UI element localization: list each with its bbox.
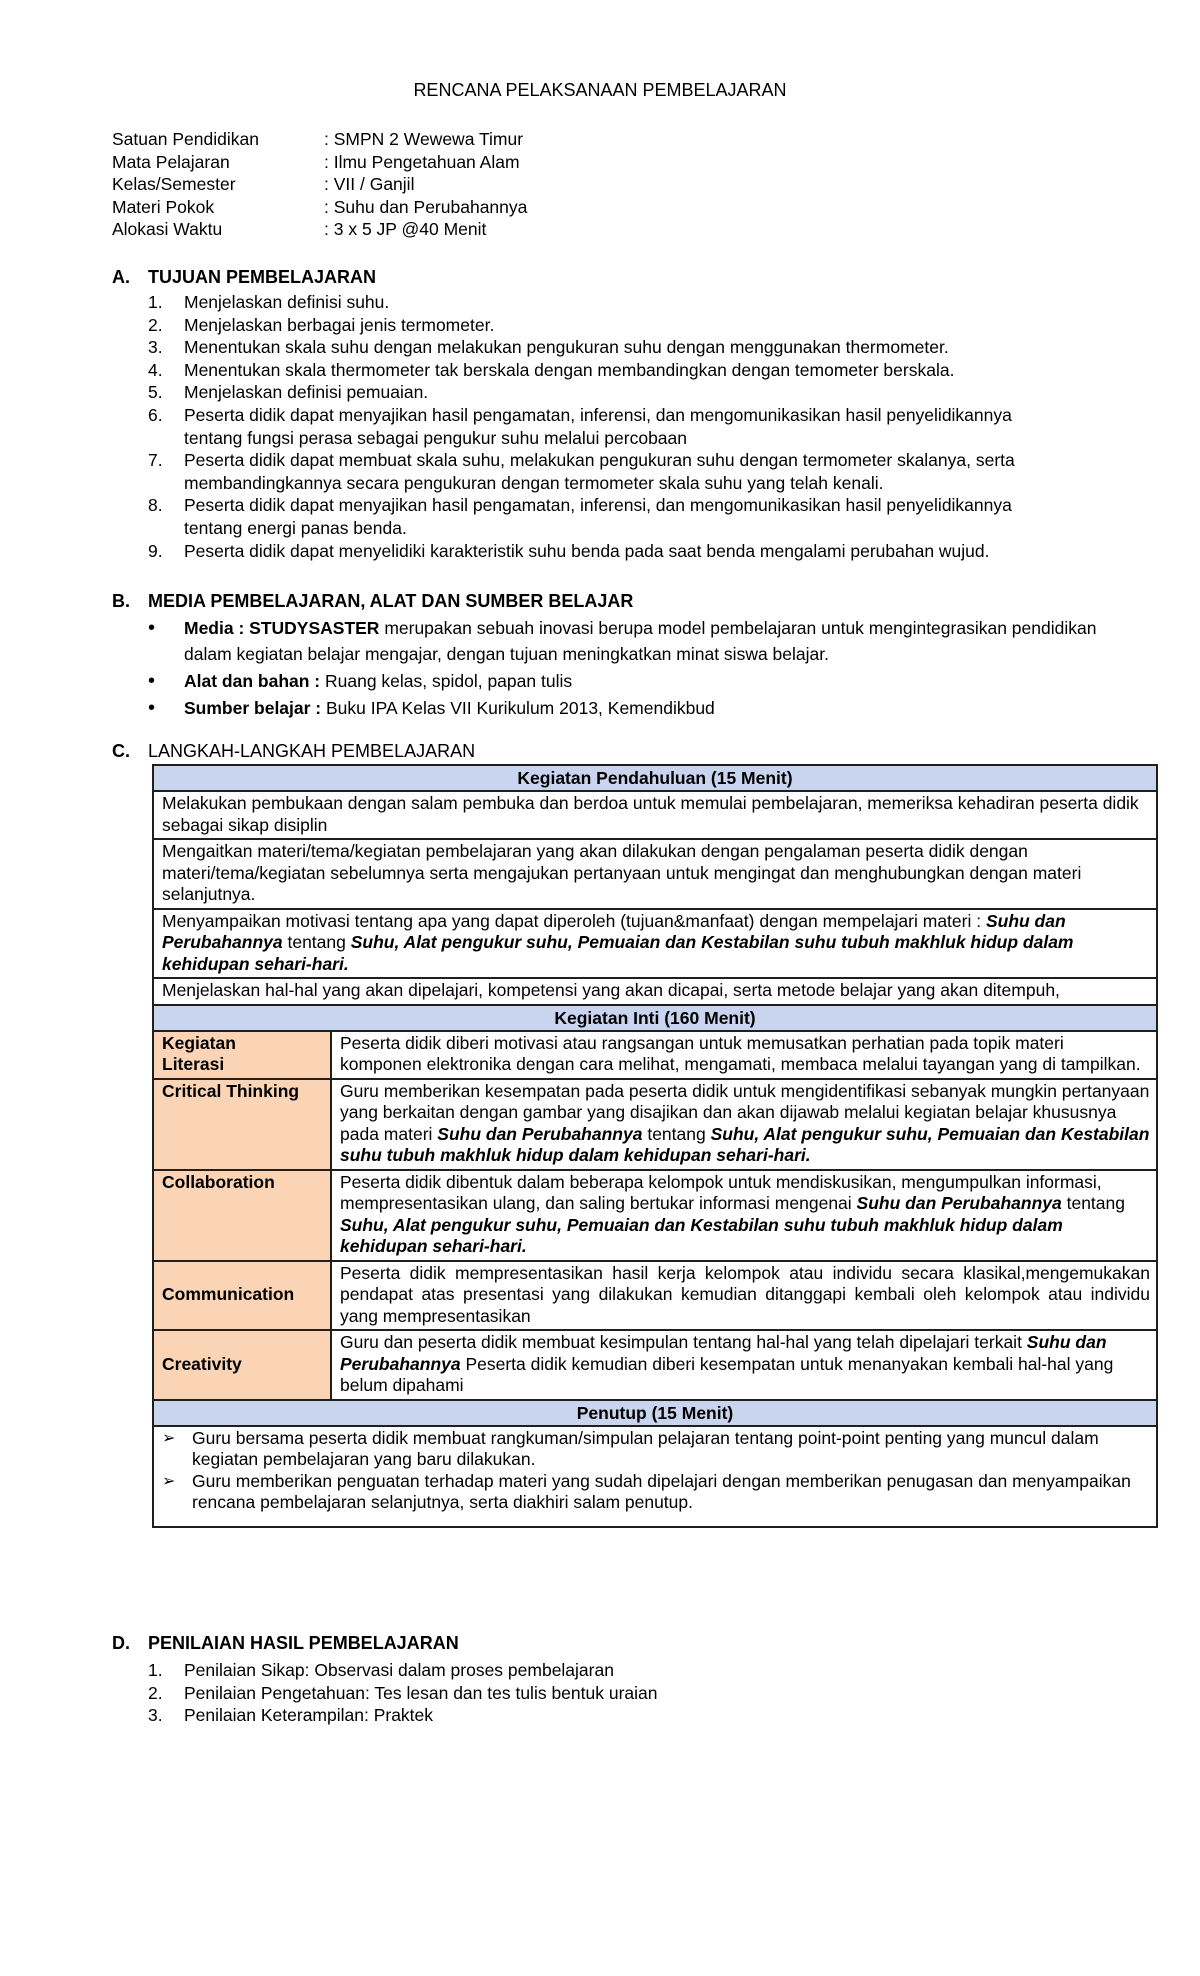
- identity-value: : VII / Ganjil: [324, 173, 414, 196]
- list-item: ➢ Guru bersama peserta didik membuat rangkuman/simpulan pelajaran tentang point-point penting yang muncul dalam kegiatan pembelajaran yang baru dilakukan.: [162, 1428, 1150, 1471]
- list-item: [112, 291, 1072, 314]
- section-letter: D.: [112, 1633, 130, 1653]
- item-number: 5.: [148, 382, 163, 403]
- cell-text: Peserta didik dibentuk dalam beberapa kelompok untuk mendiskusikan, mengumpulkan informasi, mempresentasikan ulang, dan saling bertukar informasi mengenai: [340, 1171, 1102, 1213]
- section-title: PENILAIAN HASIL PEMBELAJARAN: [148, 1633, 459, 1653]
- tujuan-list: [112, 291, 1072, 562]
- list-item: [112, 1659, 1072, 1682]
- list-item: [112, 1682, 1072, 1705]
- penutup-header: Penutup (15 Menit): [153, 1400, 1157, 1426]
- penilaian-list: [112, 1659, 1072, 1727]
- cell-text: tentang: [1061, 1193, 1125, 1213]
- section-title: TUJUAN PEMBELAJARAN: [148, 267, 377, 287]
- cell-text: Menyampaikan motivasi tentang apa yang dapat diperoleh (tujuan&manfaat) dengan mempelajari materi :: [162, 910, 986, 931]
- emphasis-text: Suhu dan Perubahannya: [162, 910, 1066, 952]
- media-list: [148, 615, 1128, 722]
- identity-label: Alokasi Waktu: [112, 219, 223, 239]
- section-letter: A.: [112, 267, 130, 287]
- item-text: Penilaian Keterampilan: Praktek: [184, 1705, 434, 1726]
- item-text: Menjelaskan berbagai jenis termometer.: [184, 314, 495, 335]
- list-item: [148, 695, 1128, 721]
- identity-label: Mata Pelajaran: [112, 151, 230, 172]
- step-text: Peserta didik mempresentasikan hasil kerja kelompok atau individu secara klasikal,mengemukakan pendapat atas presentasi yang dilakukan kemudian ditanggapi kembali oleh kelompok atau individu yang mempresentasikan: [331, 1261, 1157, 1331]
- emphasis-text: Suhu, Alat pengukur suhu, Pemuaian dan Kestabilan suhu tubuh makhluk hidup dalam kehidupan sehari-hari.: [340, 1123, 1150, 1165]
- item-number: 1.: [148, 1660, 163, 1680]
- item-number: 4.: [148, 359, 163, 380]
- cell-text: Guru memberikan kesempatan pada peserta didik untuk mengidentifikasi sebanyak mungkin pertanyaan yang berkaitan dengan gambar yang disajikan dan akan dijawab melalui kegiatan belajar khususnya pada materi: [340, 1080, 1150, 1144]
- identity-value: : 3 x 5 JP @40 Menit: [324, 218, 486, 241]
- identity-label: Kelas/Semester: [112, 174, 236, 194]
- item-text: Menentukan skala suhu dengan melakukan pengukuran suhu dengan menggunakan thermometer.: [184, 337, 949, 358]
- penutup-list: [162, 1428, 1150, 1514]
- cell-text: Peserta didik kemudian diberi kesempatan untuk menanyakan kembali hal-hal yang belum dipahami: [340, 1353, 1114, 1395]
- list-item: ➢ Guru memberikan penguatan terhadap materi yang sudah dipelajari dengan memberikan penugasan dan menyampaikan rencana pembelajaran selanjutnya, serta diakhiri salam penutup.: [162, 1471, 1150, 1514]
- list-item: [112, 336, 1072, 359]
- identity-value: : SMPN 2 Wewewa Timur: [324, 128, 523, 151]
- langkah-table: [152, 764, 1158, 1528]
- item-text: Penilaian Pengetahuan: Tes lesan dan tes tulis bentuk uraian: [184, 1682, 658, 1703]
- item-text: Penilaian Sikap: Observasi dalam proses pembelajaran: [184, 1660, 614, 1680]
- item-label: Alat dan bahan :: [184, 671, 321, 691]
- section-letter: B.: [112, 591, 130, 611]
- step-label: Critical Thinking: [153, 1079, 331, 1170]
- emphasis-text: Suhu dan Perubahannya: [437, 1123, 643, 1144]
- list-item: [148, 668, 1128, 694]
- item-label: Media : STUDYSASTER: [184, 618, 380, 638]
- emphasis-text: Suhu dan Perubahannya: [856, 1193, 1062, 1213]
- step-label: Kegiatan Literasi: [153, 1031, 331, 1079]
- section-c-heading: [112, 741, 475, 762]
- item-number: 7.: [148, 450, 163, 471]
- item-text: Peserta didik dapat menyelidiki karakteristik suhu benda pada saat benda mengalami perubahan wujud.: [184, 540, 990, 561]
- item-text: Menjelaskan definisi suhu.: [184, 292, 390, 312]
- cell-text: tentang: [282, 932, 351, 952]
- table-row: Melakukan pembukaan dengan salam pembuka dan berdoa untuk memulai pembelajaran, memeriksa kehadiran peserta didik sebagai sikap disiplin: [153, 791, 1157, 839]
- cell-text: Guru dan peserta didik membuat kesimpulan tentang hal-hal yang telah dipelajari terkait: [340, 1332, 1027, 1352]
- list-item: [148, 615, 1128, 667]
- table-row: Menjelaskan hal-hal yang akan dipelajari, kompetensi yang akan dicapai, serta metode belajar yang akan ditempuh,: [153, 978, 1157, 1005]
- item-text: Menentukan skala thermometer tak berskala dengan membandingkan dengan temometer berskala.: [184, 359, 955, 380]
- penutup-cell: [153, 1426, 1157, 1527]
- item-number: 6.: [148, 404, 163, 425]
- step-label: Communication: [153, 1261, 331, 1331]
- section-d-heading: [112, 1633, 459, 1654]
- item-number: 1.: [148, 292, 163, 312]
- pendahuluan-header: Kegiatan Pendahuluan (15 Menit): [153, 765, 1157, 791]
- list-item: [112, 314, 1072, 337]
- identity-label: Materi Pokok: [112, 196, 215, 217]
- item-number: 3.: [148, 1705, 163, 1726]
- item-text: Menjelaskan definisi pemuaian.: [184, 382, 429, 403]
- step-text: [331, 1330, 1157, 1400]
- section-title: MEDIA PEMBELAJARAN, ALAT DAN SUMBER BELAJAR: [148, 591, 634, 611]
- item-number: 2.: [148, 1682, 163, 1703]
- step-text: [331, 1170, 1157, 1261]
- step-text: [331, 1079, 1157, 1170]
- table-row-motivasi: [153, 909, 1157, 979]
- item-number: 8.: [148, 495, 163, 516]
- item-label: Sumber belajar :: [184, 698, 322, 718]
- section-a-heading: [112, 267, 376, 288]
- section-letter: C.: [112, 741, 130, 761]
- section-b-heading: [112, 591, 633, 612]
- identity-value: : Ilmu Pengetahuan Alam: [324, 151, 520, 174]
- item-text: Ruang kelas, spidol, papan tulis: [320, 671, 573, 691]
- identity-value: : Suhu dan Perubahannya: [324, 196, 527, 219]
- item-number: 9.: [148, 540, 163, 561]
- item-text: Buku IPA Kelas VII Kurikulum 2013, Kemendikbud: [321, 698, 715, 718]
- list-item: [112, 359, 1072, 382]
- item-text: Peserta didik dapat menyajikan hasil pengamatan, inferensi, dan mengomunikasikan hasil penyelidikannya tentang energi panas benda.: [184, 495, 1012, 538]
- item-text: Peserta didik dapat membuat skala suhu, melakukan pengukuran suhu dengan termometer skalanya, serta membandingkannya secara pengukuran dengan termometer skala suhu yang telah kenali.: [184, 450, 1015, 493]
- list-item: [112, 494, 1072, 539]
- emphasis-text: Suhu, Alat pengukur suhu, Pemuaian dan Kestabilan suhu tubuh makhluk hidup dalam kehidupan sehari-hari.: [162, 932, 1074, 974]
- emphasis-text: Suhu, Alat pengukur suhu, Pemuaian dan Kestabilan suhu tubuh makhluk hidup dalam kehidupan sehari-hari.: [340, 1214, 1063, 1256]
- step-label: Collaboration: [153, 1170, 331, 1261]
- item-number: 2.: [148, 314, 163, 335]
- list-item: [112, 1704, 1072, 1727]
- document-title: RENCANA PELAKSANAAN PEMBELAJARAN: [413, 80, 787, 100]
- list-item: [112, 540, 1072, 563]
- list-item: [112, 381, 1072, 404]
- emphasis-text: Suhu dan Perubahannya: [340, 1332, 1107, 1374]
- step-label: Creativity: [153, 1330, 331, 1400]
- table-row: Mengaitkan materi/tema/kegiatan pembelajaran yang akan dilakukan dengan pengalaman peserta didik dengan materi/tema/kegiatan sebelumnya serta mengajukan pertanyaan untuk mengingat dan menghubungkan dengan materi selanjutnya.: [153, 839, 1157, 909]
- list-item: [112, 449, 1072, 494]
- step-text: Peserta didik diberi motivasi atau rangsangan untuk memusatkan perhatian pada topik materi komponen elektronika dengan cara melihat, mengamati, membaca melalui tayangan yang di tampilkan.: [331, 1031, 1157, 1079]
- inti-header: Kegiatan Inti (160 Menit): [153, 1005, 1157, 1031]
- item-text: Peserta didik dapat menyajikan hasil pengamatan, inferensi, dan mengomunikasikan hasil penyelidikannya tentang fungsi perasa sebagai pengukur suhu melalui percobaan: [184, 404, 1012, 448]
- identity-label: Satuan Pendidikan: [112, 129, 259, 149]
- cell-text: tentang: [642, 1123, 711, 1144]
- section-title: LANGKAH-LANGKAH PEMBELAJARAN: [148, 741, 476, 761]
- item-text: merupakan sebuah inovasi berupa model pembelajaran untuk mengintegrasikan pendidikan dalam kegiatan belajar mengajar, dengan tujuan meningkatkan minat siswa belajar.: [184, 618, 1097, 664]
- item-number: 3.: [148, 337, 163, 358]
- list-item: [112, 404, 1072, 449]
